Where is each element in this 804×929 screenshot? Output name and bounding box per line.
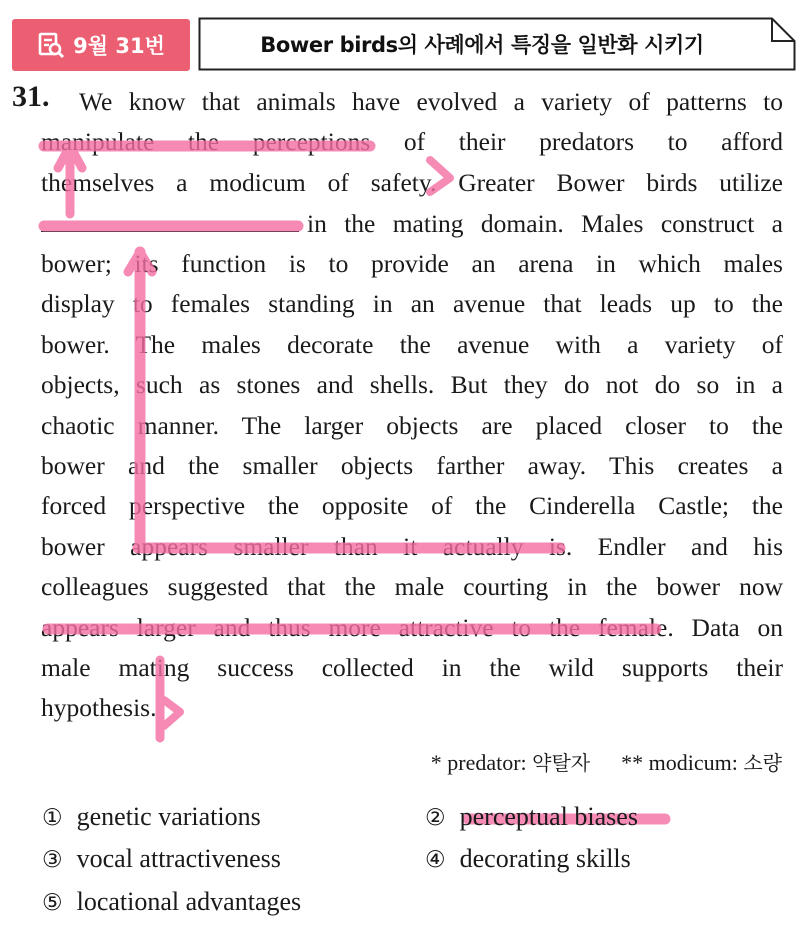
- option-number: ⑤: [42, 890, 63, 916]
- footnote-term: predator:: [447, 750, 527, 775]
- passage-line: bower and the smaller objects farther away. This creates a: [41, 451, 783, 480]
- option-text: decorating skills: [459, 844, 631, 873]
- passage-line: manipulate the perceptions of their predators to afford: [41, 127, 783, 156]
- passage-line-with-blank: [41, 205, 783, 242]
- passage-line: colleagues suggested that the male courting in the bower now: [41, 572, 783, 601]
- footnote-marker: **: [621, 750, 644, 775]
- footnote-meaning: 약탈자: [532, 751, 591, 775]
- passage-line-text: in the mating domain. Males construct a: [307, 209, 783, 238]
- answer-blank: [41, 205, 299, 232]
- document-search-icon: [37, 31, 65, 59]
- passage-line: male mating success collected in the wild supports their: [41, 653, 783, 682]
- option-number: ②: [425, 805, 446, 831]
- option-text: genetic variations: [76, 802, 261, 831]
- title-box: [198, 17, 796, 71]
- footnote-meaning: 소량: [743, 751, 782, 775]
- passage-line: We know that animals have evolved a variety of patterns to: [79, 87, 783, 116]
- option-text: perceptual biases: [459, 802, 638, 831]
- passage-line: themselves a modicum of safety. Greater Bower birds utilize: [41, 168, 783, 197]
- option-number: ④: [425, 847, 446, 873]
- page-title: Bower birds의 사례에서 특징을 일반화 시키기: [260, 33, 704, 57]
- passage-line: display to females standing in an avenue that leads up to the: [41, 289, 783, 318]
- passage-line: appears larger and thus more attractive to the female. Data on: [41, 613, 783, 642]
- footnote-marker: *: [430, 750, 442, 775]
- option-number: ①: [42, 805, 63, 831]
- footnotes: [431, 748, 782, 778]
- option-text: vocal attractiveness: [76, 844, 281, 873]
- answer-option-2[interactable]: [425, 800, 638, 835]
- badge-label: 9월 31번: [73, 34, 165, 58]
- question-number: 31.: [12, 80, 50, 113]
- question-badge: [12, 19, 190, 71]
- passage-line: bower; its function is to provide an arena in which males: [41, 249, 783, 278]
- option-number: ③: [42, 847, 63, 873]
- passage-line: forced perspective the opposite of the Cinderella Castle; the: [41, 491, 783, 520]
- passage-line: objects, such as stones and shells. But they do not do so in a: [41, 370, 783, 399]
- answer-option-5[interactable]: [42, 885, 301, 920]
- passage-line: bower. The males decorate the avenue with a variety of: [41, 330, 783, 359]
- passage-line: chaotic manner. The larger objects are placed closer to the: [41, 411, 783, 440]
- answer-option-3[interactable]: [42, 842, 281, 877]
- answer-option-1[interactable]: [42, 800, 261, 835]
- answer-option-4[interactable]: [425, 842, 631, 877]
- option-text: locational advantages: [76, 887, 302, 916]
- footnote-term: modicum:: [648, 750, 738, 775]
- passage-line: bower appears smaller than it actually is. Endler and his: [41, 532, 783, 561]
- passage-line: hypothesis.: [41, 693, 157, 722]
